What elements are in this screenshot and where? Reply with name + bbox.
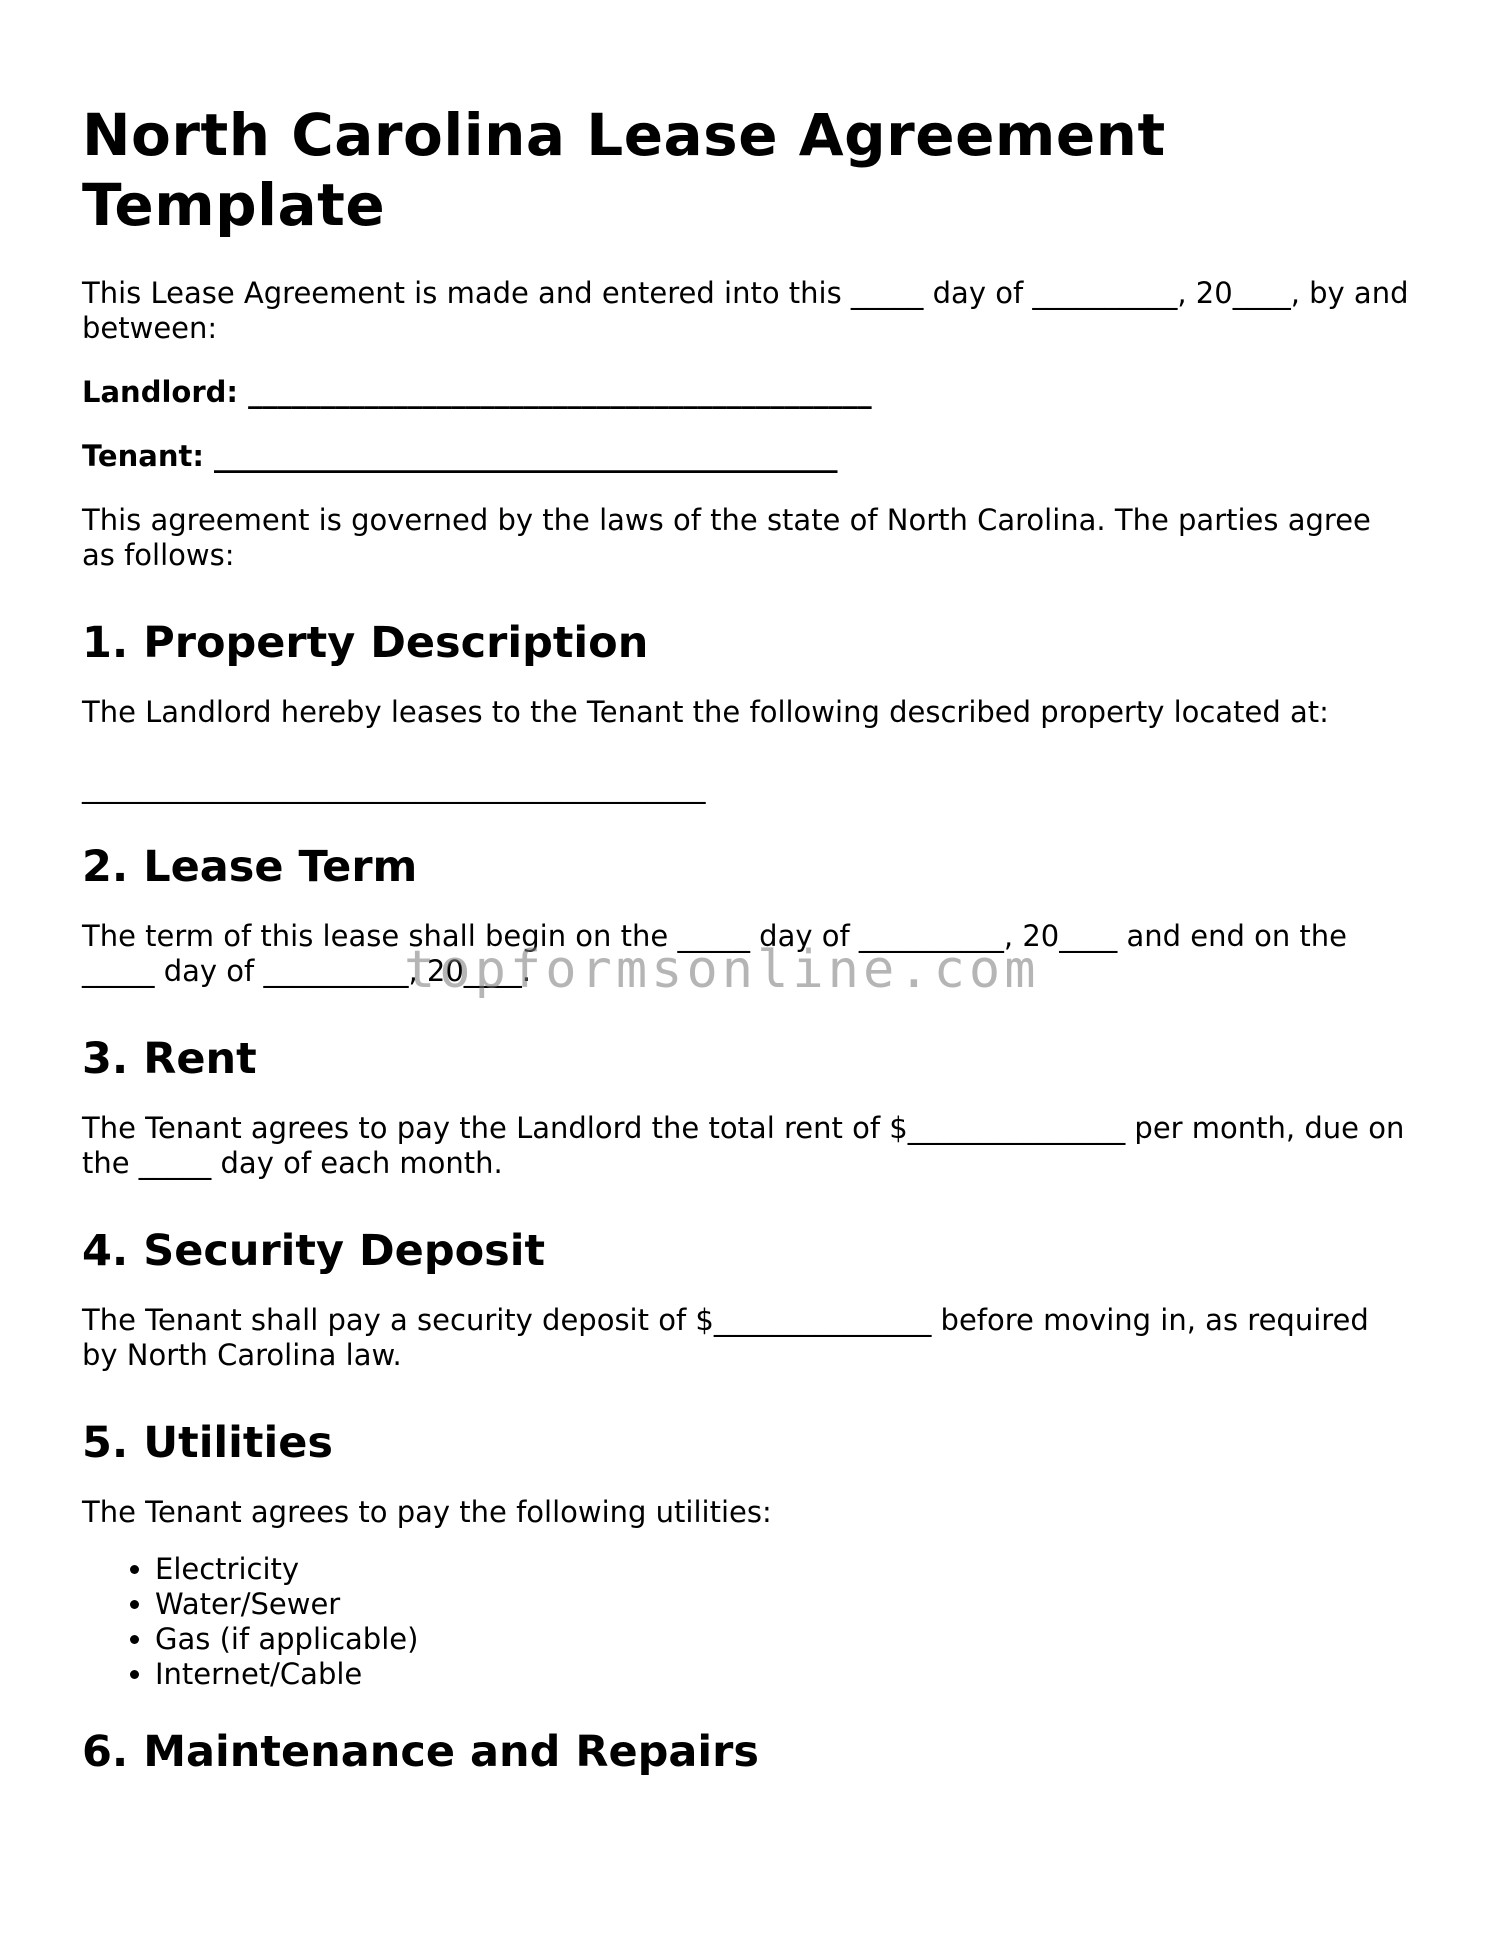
section-text: The Tenant shall pay a security deposit of $_______________ before moving in, as required by North Carolina law. [82, 1303, 1369, 1372]
landlord-blank: ___________________________________________ [248, 375, 872, 409]
governing-paragraph: This agreement is governed by the laws of the state of North Carolina. The parties agree as follows: [82, 503, 1371, 572]
landlord-label: Landlord: [82, 375, 238, 409]
section-heading: 2. Lease Term [82, 842, 418, 892]
section-text: The term of this lease shall begin on the _____ day of __________, 20____ and end on the _____ day of __________, 20____. [82, 919, 1348, 988]
tenant-blank: ___________________________________________ [214, 439, 838, 473]
intro-paragraph: This Lease Agreement is made and entered into this _____ day of __________, 20____, by and between: [82, 276, 1409, 345]
section-maintenance [82, 1726, 1412, 1778]
list-item: • Internet/Cable [155, 1657, 1412, 1692]
list-item: • Water/Sewer [155, 1587, 1412, 1622]
address-blank: ___________________________________________ [82, 770, 706, 804]
utilities-list [82, 1552, 1412, 1692]
tenant-line [82, 439, 1412, 474]
document-title: North Carolina Lease Agreement Template [82, 101, 1166, 239]
document-page [82, 100, 1412, 1804]
watermark: topformsonline.com [404, 940, 1040, 1000]
section-heading: 6. Maintenance and Repairs [82, 1727, 759, 1777]
section-utilities [82, 1417, 1412, 1692]
list-item: • Electricity [155, 1552, 1412, 1587]
section-security-deposit [82, 1225, 1412, 1373]
section-lease-term [82, 841, 1412, 989]
section-property [82, 617, 1412, 805]
section-heading: 3. Rent [82, 1034, 257, 1084]
section-text: The Landlord hereby leases to the Tenant the following described property located at: [82, 695, 1329, 729]
section-heading: 5. Utilities [82, 1418, 333, 1468]
section-heading: 4. Security Deposit [82, 1226, 546, 1276]
tenant-label: Tenant: [82, 439, 204, 473]
landlord-line [82, 375, 1412, 410]
section-rent [82, 1033, 1412, 1181]
section-text: The Tenant agrees to pay the following utilities: [82, 1495, 772, 1529]
list-item: • Gas (if applicable) [155, 1622, 1412, 1657]
section-heading: 1. Property Description [82, 618, 649, 668]
section-text: The Tenant agrees to pay the Landlord the total rent of $_______________ per month, due on the _____ day of each month. [82, 1111, 1405, 1180]
